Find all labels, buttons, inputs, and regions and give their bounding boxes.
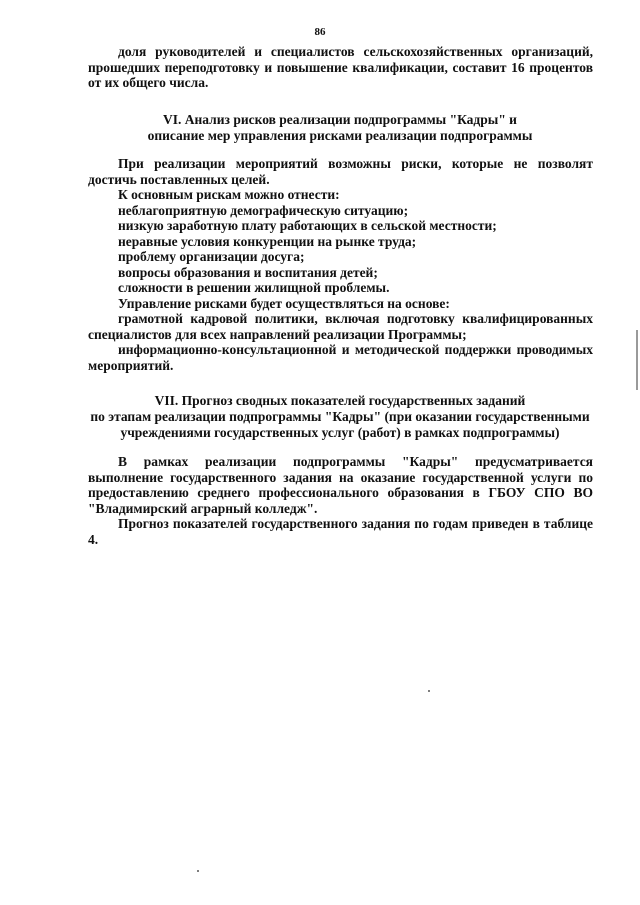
- scan-speck: [197, 870, 199, 872]
- section-6-heading: [60, 112, 620, 144]
- section-6-body: [88, 156, 593, 373]
- section-6-paragraph-1: При реализации мероприятий возможны риски, которые не позволят достичь поставленных целей.: [88, 156, 593, 187]
- section-6-heading-line-1: VI. Анализ рисков реализации подпрограммы "Кадры" и: [163, 112, 517, 127]
- risk-item: неравные условия конкуренции на рынке труда;: [118, 233, 417, 249]
- page-number: 86: [314, 26, 326, 38]
- management-intro: Управление рисками будет осуществляться на основе:: [118, 295, 450, 311]
- section-7-paragraph-1: В рамках реализации подпрограммы "Кадры" предусматривается выполнение государственного задания на оказание государственной услуги по предоставлению среднего профессионального образования в ГБОУ СПО ВО "Владимирский аграрный колледж".: [88, 454, 593, 516]
- risk-item: проблему организации досуга;: [118, 249, 305, 264]
- section-7-paragraph-2: Прогноз показателей государственного задания по годам приведен в таблице 4.: [88, 516, 593, 547]
- risk-item: вопросы образования и воспитания детей;: [118, 264, 378, 280]
- scan-speck: [428, 690, 430, 692]
- section-7-heading-line-2: по этапам реализации подпрограммы "Кадры" (при оказании государственными: [90, 409, 590, 424]
- section-7-body: [88, 454, 593, 547]
- section-7-heading: [60, 393, 620, 441]
- risk-item: сложности в решении жилищной проблемы.: [118, 280, 390, 295]
- intro-paragraph: доля руководителей и специалистов сельскохозяйственных организаций, прошедших переподготовку и повышение квалификации, составит 16 процентов от их общего числа.: [88, 44, 593, 90]
- section-7-heading-line-3: учреждениями государственных услуг (работ) в рамках подпрограммы): [120, 425, 560, 440]
- management-item: информационно-консультационной и методической поддержки проводимых мероприятий.: [88, 342, 593, 373]
- risk-item: низкую заработную плату работающих в сельской местности;: [118, 218, 497, 233]
- risk-item: неблагоприятную демографическую ситуацию;: [118, 202, 409, 218]
- section-7-heading-line-1: VII. Прогноз сводных показателей государственных заданий: [154, 393, 526, 408]
- scan-edge-mark: [636, 330, 638, 390]
- risks-intro: К основным рискам можно отнести:: [118, 187, 340, 202]
- section-6-heading-line-2: описание мер управления рисками реализации подпрограммы: [147, 128, 533, 143]
- management-item: грамотной кадровой политики, включая подготовку квалифицированных специалистов для всех направлений реализации Программы;: [88, 311, 593, 342]
- intro-block: [88, 44, 593, 91]
